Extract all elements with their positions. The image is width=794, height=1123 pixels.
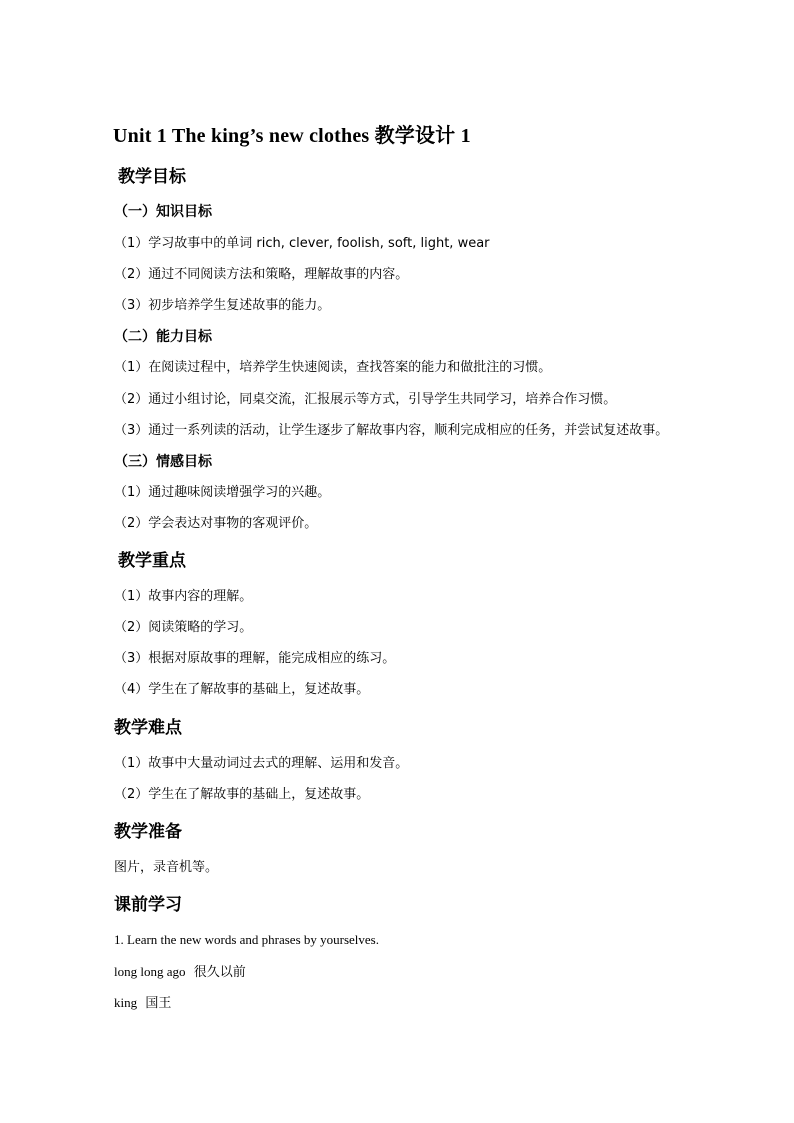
knowledge-item-2: （2）通过不同阅读方法和策略，理解故事的内容。 [114, 267, 409, 282]
ability-item-1: （1）在阅读过程中，培养学生快速阅读，查找答案的能力和做批注的习惯。 [114, 360, 552, 375]
difficulty-2: （2）学生在了解故事的基础上，复述故事。 [114, 787, 370, 802]
key-point-1: （1）故事内容的理解。 [114, 589, 253, 604]
vocab-zh: 国王 [145, 996, 172, 1011]
heading-prestudy: 课前学习 [114, 895, 182, 915]
emotion-item-2: （2）学会表达对事物的客观评价。 [114, 516, 318, 531]
heading-key-points: 教学重点 [118, 551, 186, 571]
heading-objectives: 教学目标 [118, 167, 186, 187]
heading-difficulties: 教学难点 [114, 718, 182, 738]
subheading-knowledge: （一）知识目标 [114, 204, 212, 220]
ability-item-3: （3）通过一系列读的活动，让学生逐步了解故事内容，顺利完成相应的任务，并尝试复述故事。 [114, 423, 669, 438]
knowledge-item-3: （3）初步培养学生复述故事的能力。 [114, 298, 331, 313]
key-point-2: （2）阅读策略的学习。 [114, 620, 253, 635]
vocab-zh: 很久以前 [193, 965, 246, 980]
heading-preparation: 教学准备 [114, 822, 182, 842]
document-title: Unit 1 The king’s new clothes 教学设计 1 [113, 125, 471, 147]
vocab-en: long long ago [114, 964, 186, 979]
emotion-item-1: （1）通过趣味阅读增强学习的兴趣。 [114, 485, 331, 500]
vocab-row-2 [114, 994, 171, 1013]
key-point-4: （4）学生在了解故事的基础上，复述故事。 [114, 682, 370, 697]
vocab-row-1 [114, 963, 246, 982]
subheading-emotion: （三）情感目标 [114, 454, 212, 470]
subheading-ability: （二）能力目标 [114, 329, 212, 345]
ability-item-2: （2）通过小组讨论，同桌交流，汇报展示等方式，引导学生共同学习，培养合作习惯。 [114, 392, 617, 407]
difficulty-1: （1）故事中大量动词过去式的理解、运用和发音。 [114, 756, 409, 771]
key-point-3: （3）根据对原故事的理解，能完成相应的练习。 [114, 651, 396, 666]
vocab-en: king [114, 995, 138, 1010]
knowledge-item-1: （1）学习故事中的单词 rich, clever, foolish, soft, light, wear [114, 236, 490, 251]
prestudy-instruction: 1. Learn the new words and phrases by yourselves. [114, 932, 379, 947]
preparation-text: 图片，录音机等。 [114, 860, 219, 875]
